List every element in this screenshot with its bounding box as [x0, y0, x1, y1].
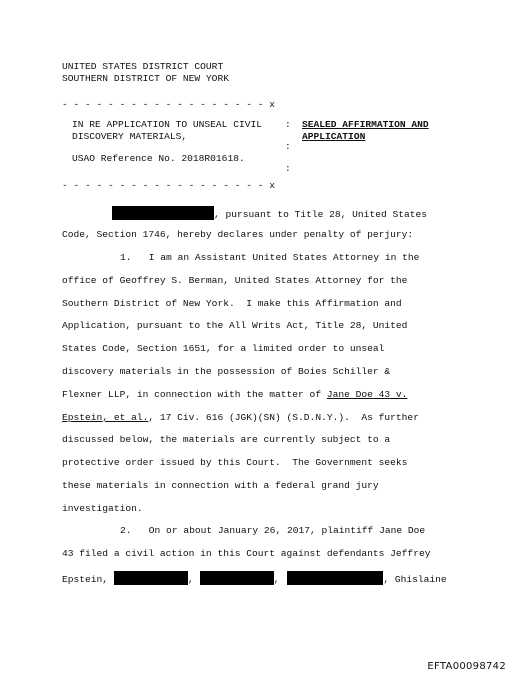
case-name-part1: Jane Doe 43 v.	[326, 389, 408, 400]
paragraph-1-line9: discussed below, the materials are currently subject to a	[62, 434, 391, 445]
caption-colon-1: :	[285, 119, 291, 130]
bates-number: EFTA00098742	[427, 661, 506, 672]
caption-dash-line-top: - - - - - - - - - - - - - - - - - - x	[62, 99, 276, 110]
caption-colon-2: :	[285, 141, 291, 152]
intro-line1	[112, 206, 427, 221]
comma: ,	[187, 574, 194, 585]
comma: ,	[273, 574, 280, 585]
redaction-block	[114, 571, 188, 585]
redaction-block	[287, 571, 383, 585]
court-name-line1: UNITED STATES DISTRICT COURT	[62, 61, 224, 72]
paragraph-1-line8-text: , 17 Civ. 616 (JGK)(SN) (S.D.N.Y.). As further	[148, 412, 419, 423]
paragraph-1-line2: office of Geoffrey S. Berman, United States Attorney for the	[62, 275, 408, 286]
paragraph-1-line7-text: Flexner LLP, in connection with the matter of	[62, 389, 327, 400]
paragraph-1-line8	[62, 412, 419, 424]
paragraph-2-line3-text: Epstein,	[62, 574, 114, 585]
paragraph-1-line5: States Code, Section 1651, for a limited order to unseal	[62, 343, 385, 354]
redaction-block	[112, 206, 214, 220]
paragraph-1-line12: investigation.	[62, 503, 143, 514]
caption-party-line1: IN RE APPLICATION TO UNSEAL CIVIL	[72, 119, 262, 130]
paragraph-1-line7	[62, 389, 407, 401]
redaction-block	[200, 571, 274, 585]
document-title-line1: SEALED AFFIRMATION AND	[302, 119, 429, 130]
paragraph-1-line10: protective order issued by this Court. The Government seeks	[62, 457, 408, 468]
caption-dash-line-bottom: - - - - - - - - - - - - - - - - - - x	[62, 180, 276, 191]
case-name-part2: Epstein, et al.	[62, 412, 149, 423]
paragraph-2-line3-end: , Ghislaine	[383, 574, 447, 585]
court-name-line2: SOUTHERN DISTRICT OF NEW YORK	[62, 73, 229, 84]
usao-reference: USAO Reference No. 2018R01618.	[72, 153, 245, 164]
paragraph-1-line11: these materials in connection with a federal grand jury	[62, 480, 379, 491]
paragraph-2-line1: 2. On or about January 26, 2017, plaintiff Jane Doe	[120, 525, 426, 536]
paragraph-1-line3: Southern District of New York. I make this Affirmation and	[62, 298, 402, 309]
paragraph-2-line3	[62, 571, 447, 586]
paragraph-2-line2: 43 filed a civil action in this Court against defendants Jeffrey	[62, 548, 431, 559]
paragraph-1-line4: Application, pursuant to the All Writs Act, Title 28, United	[62, 320, 408, 331]
paragraph-1-line6: discovery materials in the possession of Boies Schiller &	[62, 366, 391, 377]
caption-party-line2: DISCOVERY MATERIALS,	[72, 131, 188, 142]
intro-line2: Code, Section 1746, hereby declares under penalty of perjury:	[62, 229, 414, 240]
intro-line1-text: , pursuant to Title 28, United States	[214, 209, 428, 220]
paragraph-1-line1: 1. I am an Assistant United States Attorney in the	[120, 252, 420, 263]
caption-colon-3: :	[285, 163, 291, 174]
document-title-line2: APPLICATION	[302, 131, 366, 142]
